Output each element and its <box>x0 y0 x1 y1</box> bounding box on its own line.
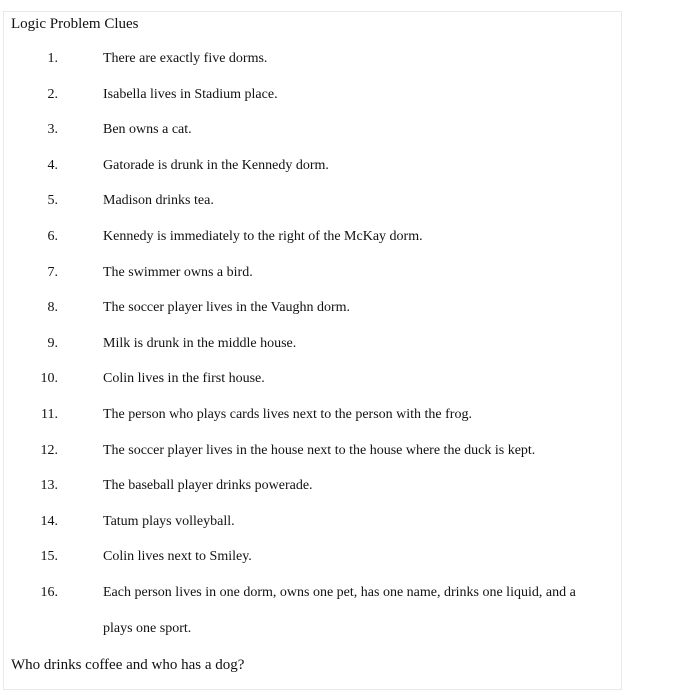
clue-text: Tatum plays volleyball. <box>103 513 235 529</box>
clue-text: Isabella lives in Stadium place. <box>103 86 278 102</box>
clue-text: The soccer player lives in the Vaughn dorm. <box>103 300 351 316</box>
clue-text: Gatorade is drunk in the Kennedy dorm. <box>103 157 329 173</box>
clue-list <box>0 49 620 636</box>
clue-number: 11. <box>41 406 58 422</box>
clue-text: Kennedy is immediately to the right of the McKay dorm. <box>103 228 423 244</box>
clue-item-16 <box>0 583 620 636</box>
clue-number: 7. <box>47 264 58 280</box>
clue-text: Each person lives in one dorm, owns one pet, has one name, drinks one liquid, and a plays one sport. <box>103 584 576 636</box>
clue-number: 3. <box>47 122 58 138</box>
clue-number: 6. <box>47 228 58 244</box>
document-title: Logic Problem Clues <box>11 16 139 32</box>
clue-number: 9. <box>47 335 58 351</box>
clue-text: Colin lives next to Smiley. <box>103 549 252 565</box>
clue-number: 14. <box>40 513 58 529</box>
clue-text: Colin lives in the first house. <box>103 371 265 387</box>
clue-number: 4. <box>47 157 58 173</box>
clue-text: Milk is drunk in the middle house. <box>103 335 297 351</box>
clue-text: The soccer player lives in the house next to the house where the duck is kept. <box>103 442 536 458</box>
clue-text: Ben owns a cat. <box>103 122 192 138</box>
clue-text: The person who plays cards lives next to the person with the frog. <box>103 406 472 422</box>
clue-text: There are exactly five dorms. <box>103 51 268 66</box>
question-text: Who drinks coffee and who has a dog? <box>11 657 245 673</box>
clue-number: 2. <box>47 86 58 102</box>
clue-number: 15. <box>40 549 58 565</box>
clue-number: 10. <box>40 371 58 387</box>
clue-text: The baseball player drinks powerade. <box>103 478 313 494</box>
clue-number: 13. <box>40 478 58 494</box>
clue-text: The swimmer owns a bird. <box>103 264 253 280</box>
clue-number: 16. <box>40 584 58 600</box>
clue-number: 12. <box>40 442 58 458</box>
clue-number: 8. <box>47 300 58 316</box>
clue-text: Madison drinks tea. <box>103 193 214 209</box>
clue-number: 1. <box>47 51 58 66</box>
clue-number: 5. <box>47 193 58 209</box>
